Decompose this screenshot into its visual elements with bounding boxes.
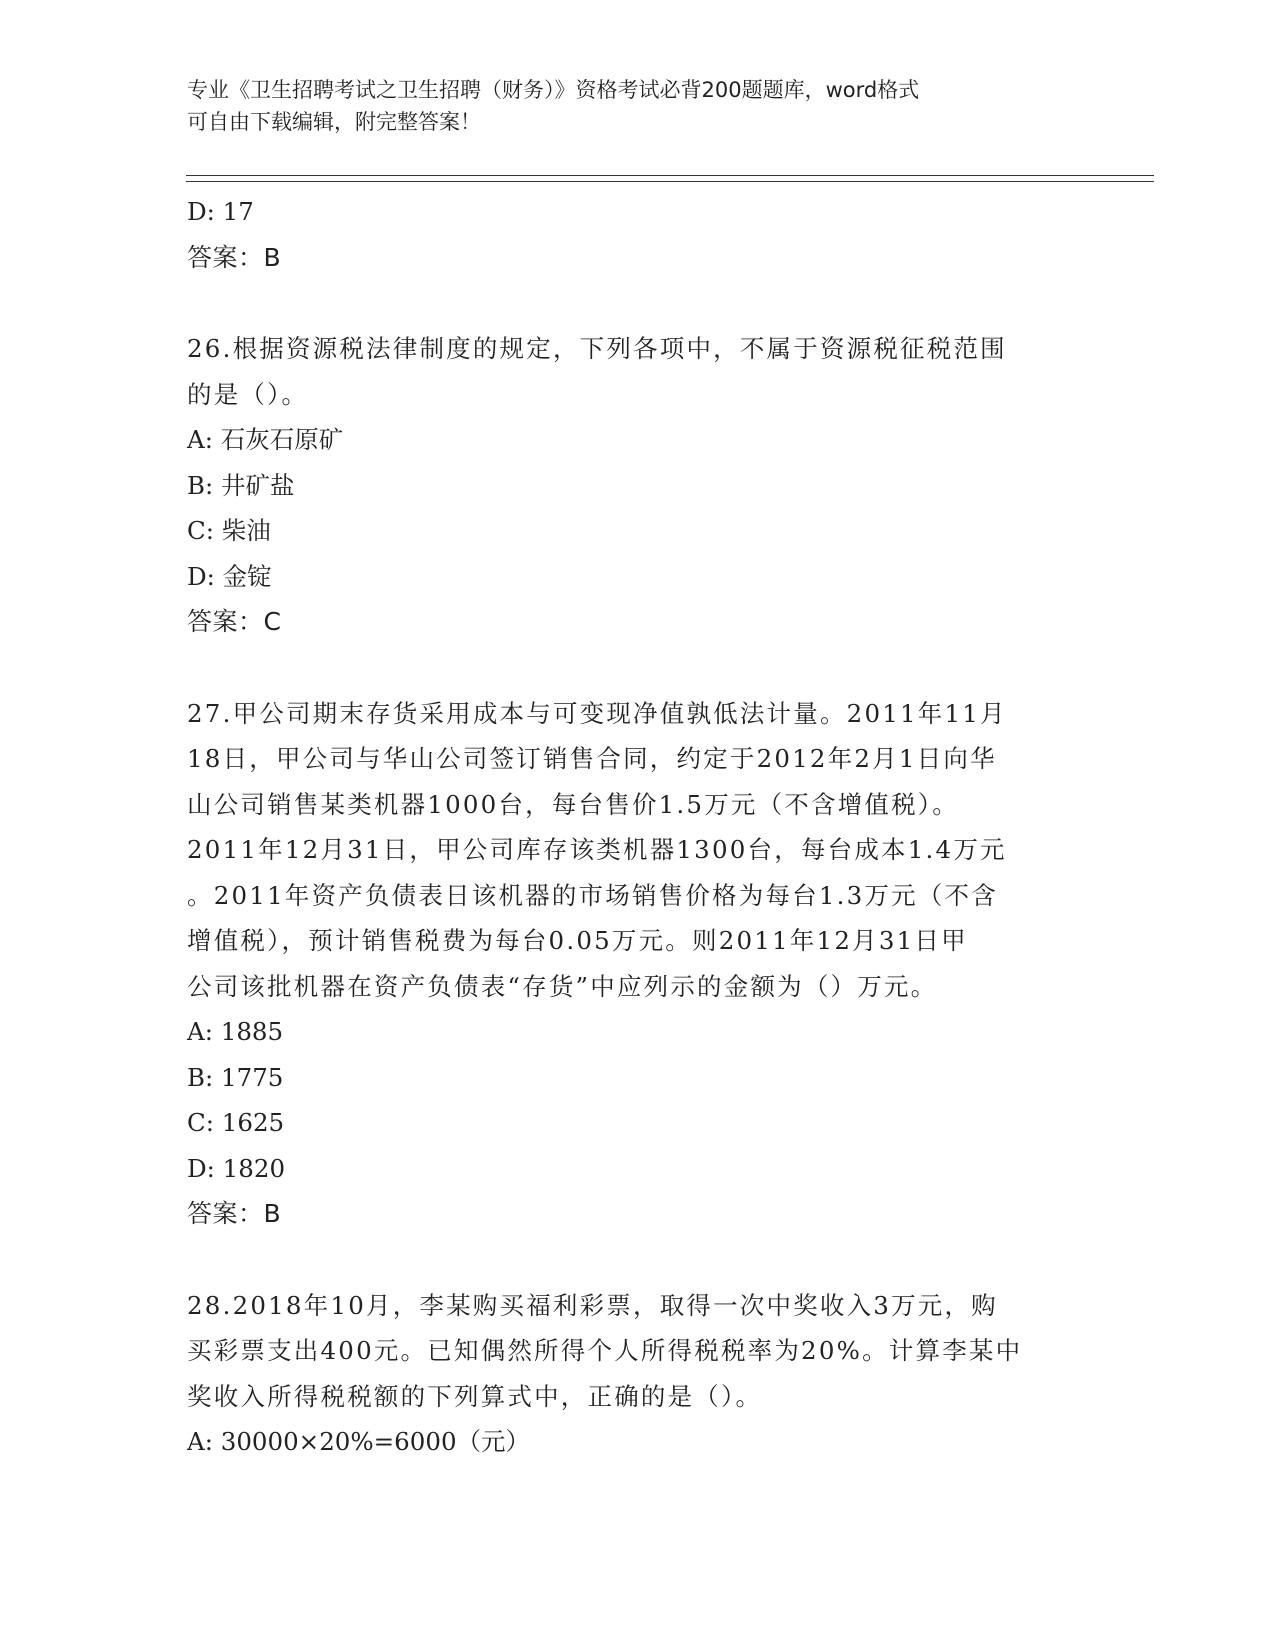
question-line: 28.2018年10月，李某购买福利彩票，取得一次中奖收入3万元，购: [187, 1290, 998, 1320]
question-26: [187, 326, 1107, 645]
option-a: A: 30000×20%=6000（元）: [187, 1427, 531, 1456]
question-line: 2011年12月31日，甲公司库存该类机器1300台，每台成本1.4万元: [187, 835, 1007, 864]
question-line: 奖收入所得税税额的下列算式中，正确的是（）。: [187, 1381, 763, 1411]
option-c: C: 1625: [187, 1108, 285, 1137]
option-a: A: 1885: [187, 1017, 284, 1046]
question-line: 的是（）。: [187, 379, 309, 409]
answer-line: 答案：B: [187, 1199, 282, 1228]
answer-line: 答案：B: [187, 242, 282, 272]
answer-line: 答案：C: [187, 607, 282, 636]
header-line: 专业《卫生招聘考试之卫生招聘（财务）》资格考试必背200题题库，word格式: [187, 78, 920, 102]
header-divider: [186, 181, 1154, 182]
option-d: D: 金锭: [187, 561, 272, 591]
option-c: C: 柴油: [187, 516, 271, 545]
spacer: [187, 1237, 1107, 1283]
question-line: 18日，甲公司与华山公司签订销售合同，约定于2012年2月1日向华: [187, 744, 997, 773]
question-list: [187, 189, 1107, 1465]
header-divider: [186, 175, 1154, 176]
option-d: D: 17: [187, 197, 254, 226]
question-27: [187, 691, 1107, 1237]
option-a: A: 石灰石原矿: [187, 425, 344, 454]
option-d: D: 1820: [187, 1153, 286, 1183]
page-header: [187, 74, 1067, 138]
header-line: 可自由下载编辑，附完整答案！: [187, 110, 481, 134]
question-text: [187, 691, 1107, 1010]
spacer: [187, 645, 1107, 691]
question-25-tail: [187, 189, 1107, 280]
question-text: [187, 326, 1107, 417]
spacer: [187, 280, 1107, 326]
question-line: 公司该批机器在资产负债表“存货”中应列示的金额为（）万元。: [187, 971, 938, 1001]
question-line: 山公司销售某类机器1000台，每台售价1.5万元（不含增值税）。: [187, 789, 959, 819]
question-text: [187, 1283, 1107, 1420]
question-line: 26.根据资源税法律制度的规定，下列各项中，不属于资源税征税范围: [187, 334, 1007, 363]
question-line: 27.甲公司期末存货采用成本与可变现净值孰低法计量。2011年11月: [187, 698, 1007, 728]
option-b: B: 井矿盐: [187, 470, 295, 500]
question-28: [187, 1283, 1107, 1465]
question-line: 增值税），预计销售税费为每台0.05万元。则2011年12月31日甲: [187, 926, 968, 955]
option-b: B: 1775: [187, 1062, 284, 1092]
question-line: 。2011年资产负债表日该机器的市场销售价格为每台1.3万元（不含: [187, 880, 998, 910]
question-line: 买彩票支出400元。已知偶然所得个人所得税税率为20%。计算李某中: [187, 1336, 1023, 1365]
